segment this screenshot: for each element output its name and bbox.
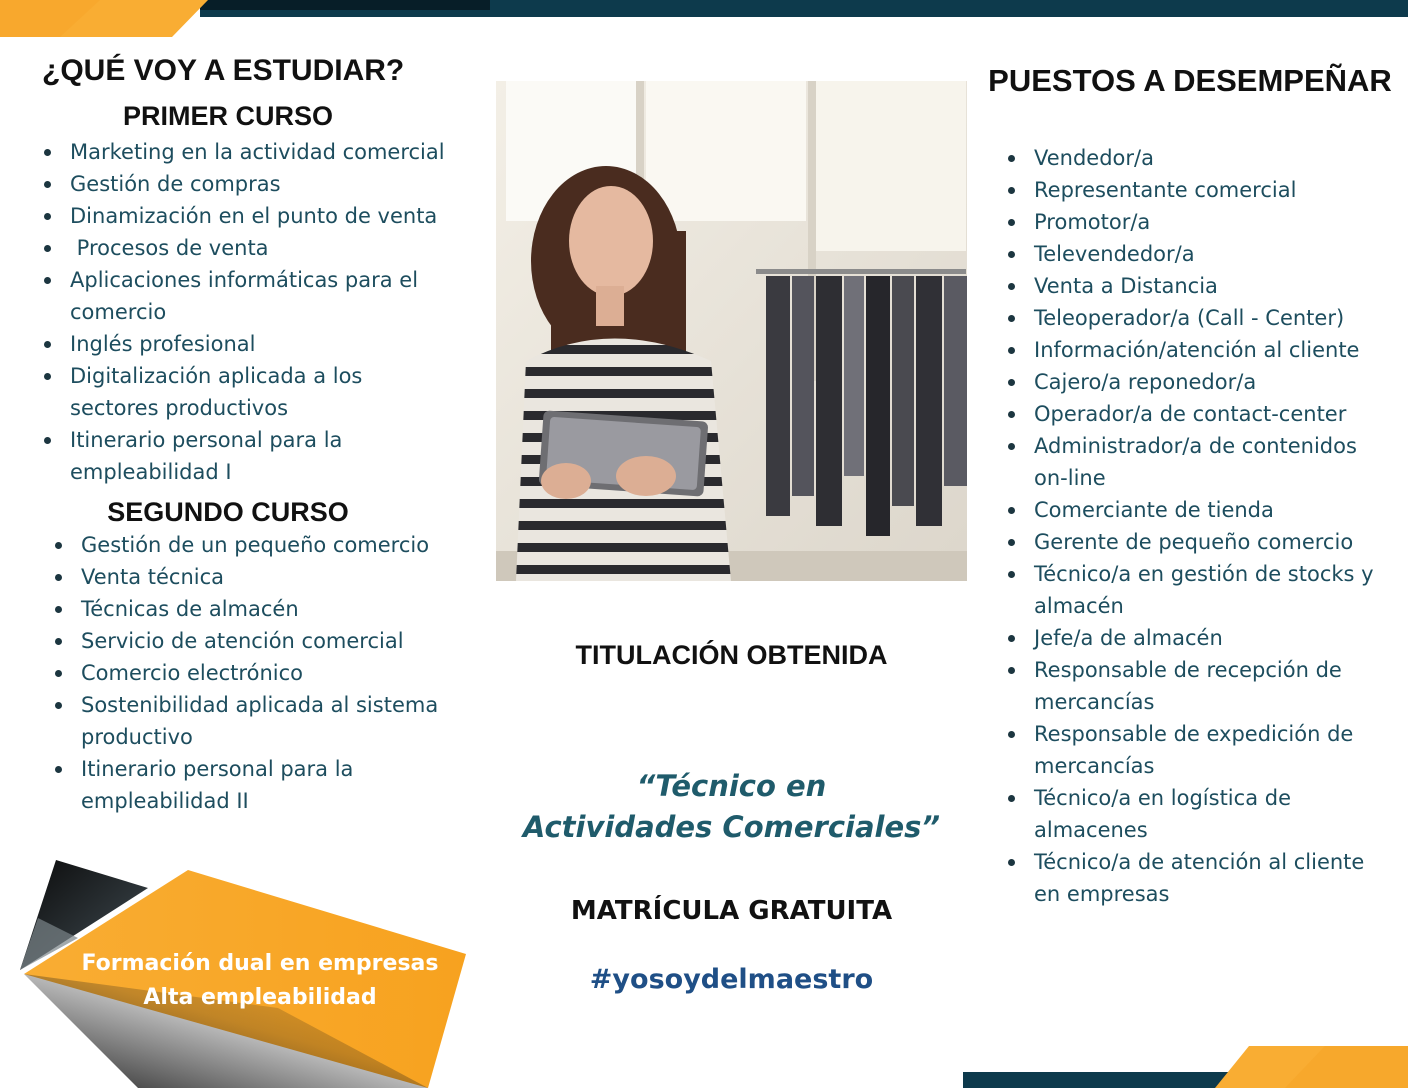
banner-line-1: Formación dual en empresas [81, 951, 439, 976]
bullet-icon [1008, 283, 1015, 290]
bullet-icon [1008, 507, 1015, 514]
bullet-icon [1008, 411, 1015, 418]
study-heading: ¿QUÉ VOY A ESTUDIAR? [42, 54, 405, 87]
list-item: Responsable de expedición de mercancías [1004, 718, 1374, 782]
list-item: Administrador/a de contenidos on-line [1004, 430, 1374, 494]
list-item: Vendedor/a [1004, 142, 1394, 174]
bullet-icon [1008, 315, 1015, 322]
list-item: Técnico/a en gestión de stocks y almacén [1004, 558, 1379, 622]
bullet-icon [1008, 635, 1015, 642]
top-dark-bar-accent [200, 0, 490, 10]
list-item: Gestión de compras [40, 168, 470, 200]
second-course-list [51, 529, 471, 817]
jobs-list [1004, 142, 1394, 910]
bullet-icon [1008, 731, 1015, 738]
student-photo [496, 81, 967, 581]
bullet-icon [44, 149, 51, 156]
list-item: Técnicas de almacén [51, 593, 471, 625]
list-item: Itinerario personal para la empleabilidad I [40, 424, 370, 488]
list-item: Itinerario personal para la empleabilidad II [51, 753, 381, 817]
bullet-icon [55, 670, 62, 677]
bullet-icon [55, 766, 62, 773]
list-item: Responsable de recepción de mercancías [1004, 654, 1364, 718]
bullet-icon [1008, 155, 1015, 162]
list-item: Cajero/a reponedor/a [1004, 366, 1394, 398]
degree-title-line-1: “Técnico en [636, 769, 827, 803]
bullet-icon [1008, 379, 1015, 386]
bullet-icon [44, 213, 51, 220]
list-item: Jefe/a de almacén [1004, 622, 1394, 654]
first-course-title: PRIMER CURSO [122, 101, 333, 131]
second-course-title: SEGUNDO CURSO [107, 497, 349, 527]
list-item: Gestión de un pequeño comercio [51, 529, 471, 561]
list-item: Sostenibilidad aplicada al sistema productivo [51, 689, 461, 753]
bullet-icon [1008, 347, 1015, 354]
list-item: Teleoperador/a (Call - Center) [1004, 302, 1394, 334]
hashtag-text: #yosoydelmaestro [589, 964, 874, 995]
list-item: Comercio electrónico [51, 657, 471, 689]
bullet-icon [1008, 571, 1015, 578]
list-item: Comerciante de tienda [1004, 494, 1394, 526]
bullet-icon [55, 702, 62, 709]
first-course-list [40, 136, 470, 488]
bullet-icon [1008, 443, 1015, 450]
top-orange-shape [0, 0, 208, 37]
bullet-icon [1008, 795, 1015, 802]
list-item: Operador/a de contact-center [1004, 398, 1394, 430]
degree-title-line-2: Actividades Comerciales” [522, 810, 941, 844]
list-item: Venta técnica [51, 561, 471, 593]
list-item: Información/atención al cliente [1004, 334, 1394, 366]
bullet-icon [55, 606, 62, 613]
bullet-icon [1008, 667, 1015, 674]
bullet-icon [1008, 219, 1015, 226]
bullet-icon [55, 574, 62, 581]
list-item: Venta a Distancia [1004, 270, 1394, 302]
bullet-icon [44, 181, 51, 188]
list-item: Promotor/a [1004, 206, 1394, 238]
bullet-icon [44, 373, 51, 380]
list-item: Marketing en la actividad comercial [40, 136, 470, 168]
bullet-icon [1008, 859, 1015, 866]
list-item: Técnico/a de atención al cliente en empresas [1004, 846, 1394, 910]
bullet-icon [1008, 187, 1015, 194]
bullet-icon [1008, 539, 1015, 546]
list-item: Técnico/a en logística de almacenes [1004, 782, 1324, 846]
bullet-icon [44, 437, 51, 444]
list-item: Dinamización en el punto de venta [40, 200, 470, 232]
list-item: Representante comercial [1004, 174, 1394, 206]
list-item: Procesos de venta [40, 232, 470, 264]
bullet-icon [44, 341, 51, 348]
bottom-orange-shape [1215, 1046, 1408, 1088]
bullet-icon [1008, 251, 1015, 258]
list-item: Gerente de pequeño comercio [1004, 526, 1394, 558]
bullet-icon [55, 638, 62, 645]
student-with-tablet-image [496, 81, 967, 581]
titulacion-heading: TITULACIÓN OBTENIDA [575, 640, 888, 670]
bullet-icon [55, 542, 62, 549]
jobs-heading: PUESTOS A DESEMPEÑAR [988, 63, 1392, 98]
list-item: Servicio de atención comercial [51, 625, 471, 657]
bullet-icon [44, 277, 51, 284]
banner-line-2: Alta empleabilidad [143, 985, 377, 1010]
bullet-icon [44, 245, 51, 252]
list-item: Inglés profesional [40, 328, 470, 360]
list-item: Digitalización aplicada a los sectores productivos [40, 360, 380, 424]
list-item: Aplicaciones informáticas para el comercio [40, 264, 430, 328]
list-item: Televendedor/a [1004, 238, 1394, 270]
free-enrollment-text: MATRÍCULA GRATUITA [570, 896, 893, 926]
